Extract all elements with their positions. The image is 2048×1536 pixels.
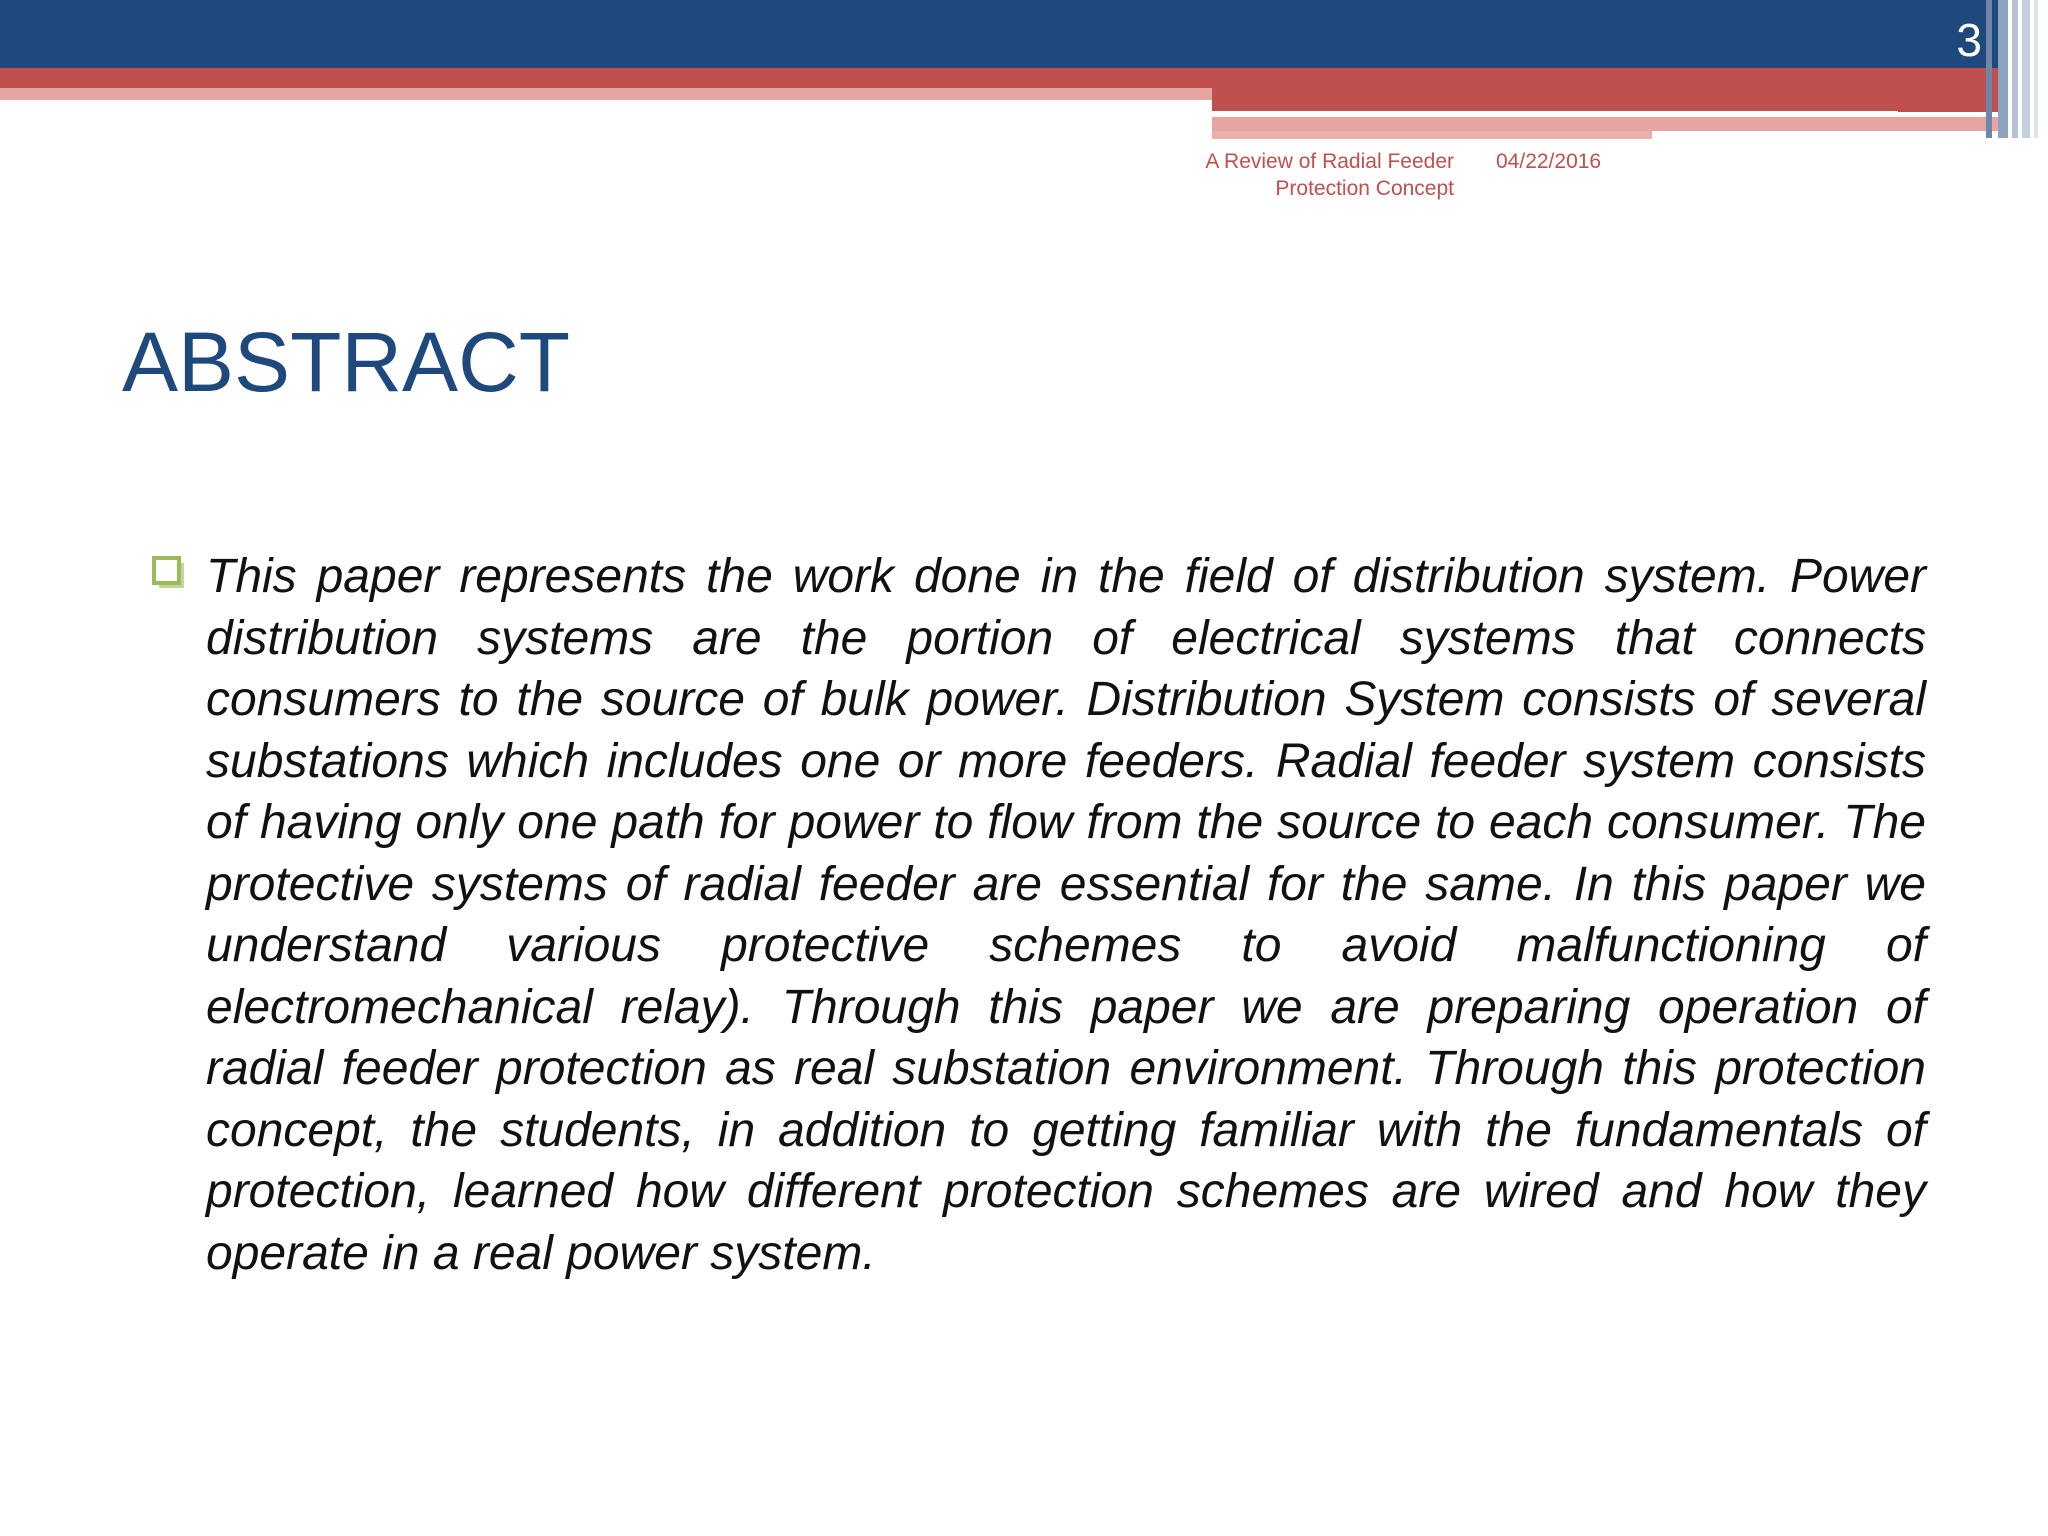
- header-pink-band-right: [1212, 117, 1998, 131]
- header-red-band: [0, 68, 1998, 88]
- header-red-band-right: [1212, 88, 1998, 112]
- footer-date: 04/22/2016: [1496, 150, 1602, 173]
- abstract-paragraph: This paper represents the work done in the field of distribution system. Power distribution systems are the portion of electrical systems that connects consumers to the source of bulk power. Distribution System consists of several substations which includes one or more feeders. Radial feeder system consists of having only one path for power to flow from the source to each consumer. The protective systems of radial feeder are essential for the same. In this paper we understand various protective schemes to avoid malfunctioning of electromechanical relay). Through this paper we are preparing operation of radial feeder protection as real substation environment. Through this protection concept, the students, in addition to getting familiar with the fundamentals of protection, learned how different protection schemes are wired and how they operate in a real power system.: [206, 550, 1926, 1280]
- header-stripe: [1998, 0, 2008, 138]
- header-blue-band: [0, 0, 1998, 68]
- header-stripe: [2012, 0, 2018, 138]
- header-stripe: [2034, 0, 2038, 138]
- hollow-square-bullet-icon: [152, 556, 186, 590]
- slide-title: ABSTRACT: [122, 315, 571, 409]
- slide-number: 3: [1956, 14, 1982, 66]
- header-stripe: [1986, 0, 1992, 138]
- header-pink-band-lower: [1212, 131, 1652, 139]
- footer-title: A Review of Radial Feeder Protection Concept: [1205, 150, 1454, 200]
- header-pink-band-left: [0, 88, 1212, 100]
- header-stripe: [2022, 0, 2030, 138]
